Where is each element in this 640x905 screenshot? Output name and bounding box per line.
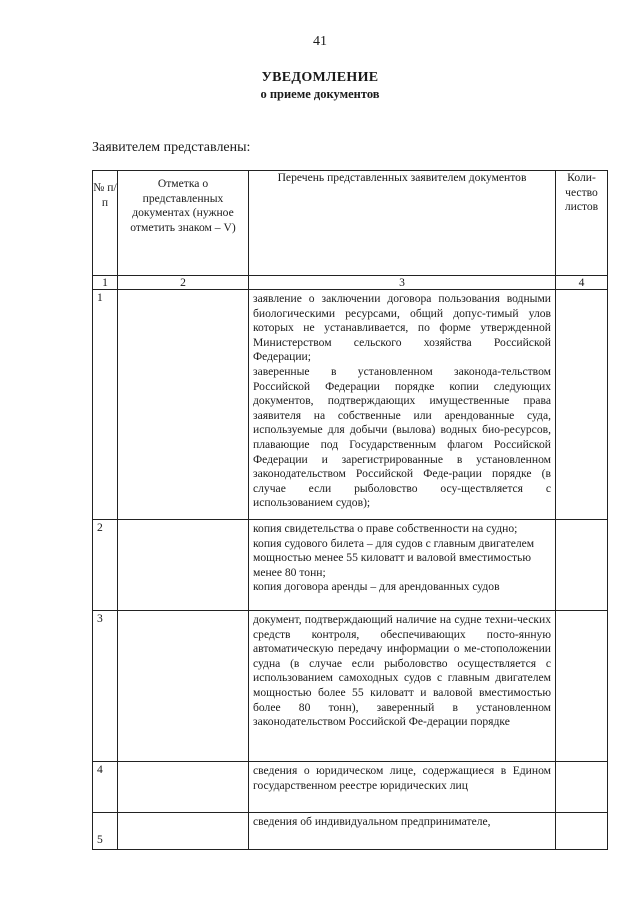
document-list-paragraph: копия свидетельства о праве собственности на судно; xyxy=(253,522,518,535)
count-cell xyxy=(556,611,608,762)
table-header-row xyxy=(93,171,608,276)
document-title: УВЕДОМЛЕНИЕ xyxy=(261,70,379,85)
column-index: 1 xyxy=(93,276,118,290)
document-list-cell xyxy=(249,290,556,520)
column-index: 4 xyxy=(556,276,608,290)
row-number: 1 xyxy=(93,290,118,520)
document-list-paragraph: копия судового билета – для судов с главным двигателем мощностью менее 55 киловатт и валовой вместимостью менее 80 тонн; xyxy=(253,536,535,579)
document-list-paragraph: сведения о юридическом лице, содержащиеся в Едином государственном реестре юридических лиц xyxy=(253,764,551,792)
document-list-paragraph: заявление о заключении договора пользования водными биологическими ресурсами, общий допус-тимый улов которых не устанавливается, по форме утвержденной Министерством сельского хозяйства Российской Федерации; xyxy=(253,292,551,364)
mark-cell[interactable] xyxy=(118,813,249,850)
mark-cell[interactable] xyxy=(118,290,249,520)
document-list-paragraph: заверенные в установленном законода-тельством Российской Федерации порядке копии следующих документов, подтверждающих имущественные права заявителя на собственные или арендованные суда, используемые для добычи (вылова) водных био-ресурсов, плавающие под Государственным флагом Российской Федерации и зарегистрированные в установленном законодательством Российской Феде-рации порядке (в случае если рыболовство осу-ществляется с использованием судов); xyxy=(253,364,551,510)
table-row xyxy=(93,520,608,611)
documents-table xyxy=(92,170,608,850)
document-list-paragraph: копия договора аренды – для арендованных судов xyxy=(253,580,500,594)
row-number: 5 xyxy=(93,813,118,850)
mark-cell[interactable] xyxy=(118,762,249,813)
table-row xyxy=(93,290,608,520)
page-number: 41 xyxy=(313,34,327,49)
table-row xyxy=(93,611,608,762)
document-list-cell xyxy=(249,520,556,611)
row-number: 2 xyxy=(93,520,118,611)
row-number: 3 xyxy=(93,611,118,762)
header-number: № п/п xyxy=(93,171,118,276)
document-subtitle: о приеме документов xyxy=(260,87,380,101)
intro-text: Заявителем представлены: xyxy=(92,140,251,155)
column-index: 2 xyxy=(118,276,249,290)
document-list-cell xyxy=(249,813,556,850)
document-list-cell xyxy=(249,762,556,813)
count-cell xyxy=(556,290,608,520)
count-cell xyxy=(556,520,608,611)
row-number: 4 xyxy=(93,762,118,813)
count-cell xyxy=(556,813,608,850)
column-index: 3 xyxy=(249,276,556,290)
document-list-paragraph: документ, подтверждающий наличие на судне техни-ческих средств контроля, обеспечивающих посто-янную автоматическую передачу информации о ме-стоположении судна (в случае если рыболовство осуществляется с использованием самоходных судов с главным двигателем мощностью более 55 киловатт и валовой вместимостью более 80 тонн), заверенный в установленном законодательством Российской Фе-дерации порядке xyxy=(253,613,551,729)
document-list-cell xyxy=(249,611,556,762)
header-mark: Отметка о представленных документах (нужное отметить знаком – V) xyxy=(118,171,249,276)
header-list: Перечень представленных заявителем документов xyxy=(249,171,556,276)
header-count: Коли-чество листов xyxy=(556,171,608,276)
count-cell xyxy=(556,762,608,813)
document-list-paragraph: сведения об индивидуальном предпринимателе, xyxy=(253,815,491,828)
mark-cell[interactable] xyxy=(118,611,249,762)
column-index-row xyxy=(93,276,608,290)
table-row xyxy=(93,762,608,813)
table-row xyxy=(93,813,608,850)
mark-cell[interactable] xyxy=(118,520,249,611)
